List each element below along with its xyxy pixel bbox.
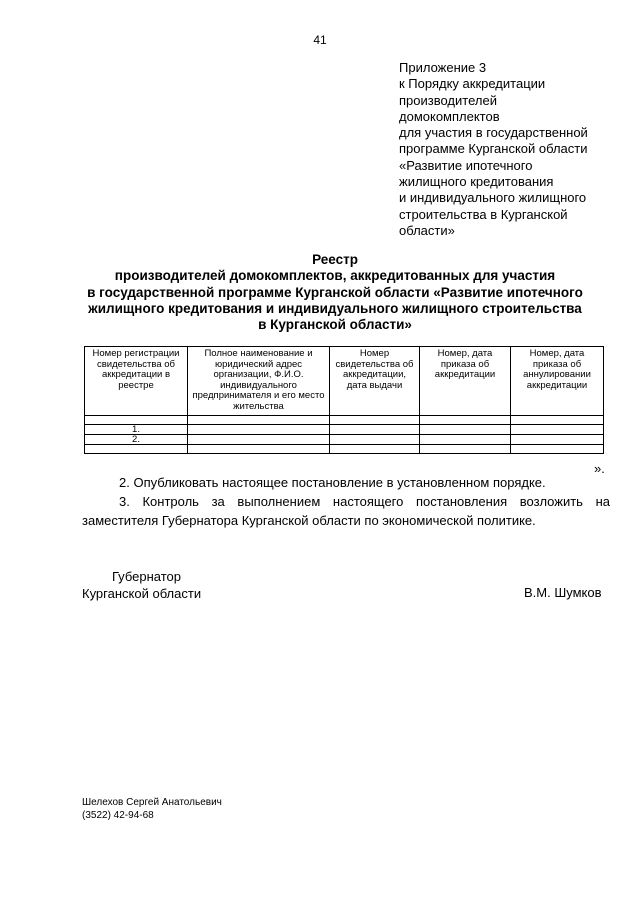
table-cell <box>188 434 330 444</box>
table-cell <box>511 434 604 444</box>
signer-title <box>82 568 201 602</box>
table-cell <box>420 444 511 453</box>
executor-phone: (3522) 42-94-68 <box>82 810 154 821</box>
closing-quote: ». <box>594 461 605 476</box>
column-header: Номер, дата приказа об аннулировании аккредитации <box>511 347 604 416</box>
table-row <box>85 415 604 424</box>
table-cell: 2. <box>85 434 188 444</box>
registry-title-line: жилищного кредитования и индивидуального жилищного строительства <box>88 300 582 316</box>
table-cell <box>330 415 420 424</box>
table-cell <box>420 424 511 434</box>
table-cell <box>511 444 604 453</box>
table-row <box>85 434 604 444</box>
appendix-line: области» <box>399 222 455 238</box>
signer-position: Губернатор <box>112 569 181 584</box>
executor-name: Шелехов Сергей Анатольевич <box>82 797 222 808</box>
paragraph-publish: 2. Опубликовать настоящее постановление в установленном порядке. <box>119 475 546 490</box>
column-header: Полное наименование и юридический адрес организации, Ф.И.О. индивидуального предпринимателя и его место жительства <box>188 347 330 416</box>
appendix-line: производителей <box>399 92 497 108</box>
table-cell <box>188 424 330 434</box>
table-cell <box>188 444 330 453</box>
appendix-line: и индивидуального жилищного <box>399 190 587 206</box>
table-row <box>85 444 604 453</box>
appendix-line: для участия в государственной <box>399 125 588 141</box>
table-cell <box>511 415 604 424</box>
executor-info <box>82 796 222 822</box>
paragraph-control: 3. Контроль за выполнением настоящего постановления возложить на заместителя Губернатора Курганской области по экономической политике. <box>82 494 610 528</box>
registry-title <box>60 252 610 333</box>
table-cell <box>330 444 420 453</box>
appendix-line: строительства в Курганской <box>399 206 568 222</box>
table-cell: 1. <box>85 424 188 434</box>
table-cell <box>420 415 511 424</box>
registry-table <box>84 346 604 454</box>
column-header: Номер свидетельства об аккредитации, дата выдачи <box>330 347 420 416</box>
table-cell <box>85 444 188 453</box>
appendix-line: домокомплектов <box>399 108 500 124</box>
table-cell <box>330 424 420 434</box>
table-cell <box>511 424 604 434</box>
registry-title-line: в Курганской области» <box>258 317 412 333</box>
appendix-line: к Порядку аккредитации <box>399 76 546 92</box>
appendix-header <box>399 60 629 239</box>
table-cell <box>85 415 188 424</box>
column-header: Номер регистрации свидетельства об аккредитации в реестре <box>85 347 188 416</box>
table-cell <box>330 434 420 444</box>
registry-title-line: в государственной программе Курганской области «Развитие ипотечного <box>87 284 583 300</box>
appendix-line: жилищного кредитования <box>399 174 554 190</box>
appendix-line: Приложение 3 <box>399 60 487 75</box>
appendix-line: «Развитие ипотечного <box>399 157 533 173</box>
appendix-line: программе Курганской области <box>399 141 588 157</box>
table-cell <box>420 434 511 444</box>
registry-title-line: Реестр <box>312 252 358 267</box>
table-header-row <box>85 347 604 416</box>
registry-title-line: производителей домокомплектов, аккредитованных для участия <box>114 268 556 284</box>
signer-name: В.М. Шумков <box>524 585 602 600</box>
table-row <box>85 424 604 434</box>
page-number: 41 <box>313 33 327 47</box>
table-cell <box>188 415 330 424</box>
signer-region: Курганской области <box>82 586 202 601</box>
column-header: Номер, дата приказа об аккредитации <box>420 347 511 416</box>
